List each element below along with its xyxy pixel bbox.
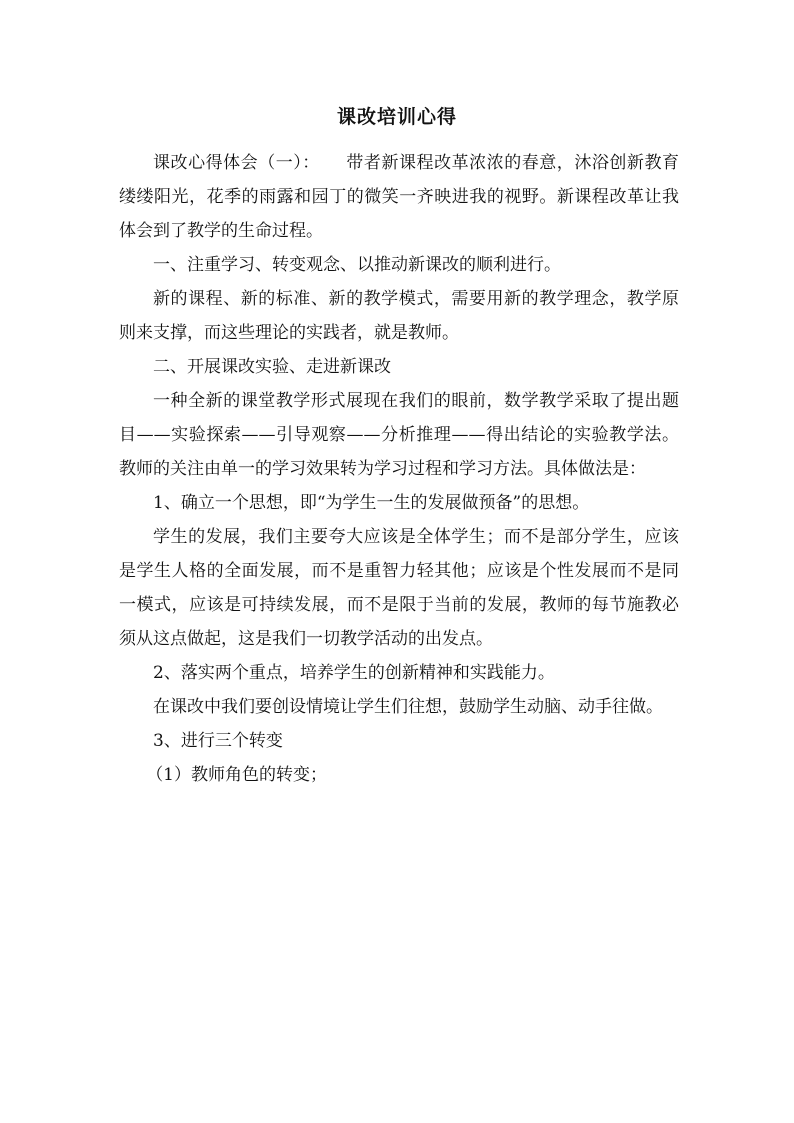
- paragraph-point-1-body: 学生的发展，我们主要夸大应该是全体学生；而不是部分学生，应该是学生人格的全面发展，而不是重智力轻其他；应该是个性发展而不是同一模式，应该是可持续发展，而不是限于当前的发展，教师的每节施教必须从这点做起，这是我们一切教学活动的出发点。: [119, 527, 679, 649]
- paragraph-intro: 课改心得体会（一）： 带者新课程改革浓浓的春意，沐浴创新教育缕缕阳光，花季的雨露和园丁的微笑一齐映进我的视野。新课程改革让我体会到了教学的生命过程。: [119, 153, 679, 241]
- paragraph-section-2-heading: 二、开展课改实验、走进新课改: [153, 357, 391, 377]
- document-body: [119, 146, 679, 792]
- document-title: 课改培训心得: [336, 106, 457, 128]
- paragraph-point-2: 2、落实两个重点，培养学生的创新精神和实践能力。: [153, 663, 555, 683]
- paragraph-point-3: 3、进行三个转变: [153, 731, 283, 751]
- paragraph-point-3-sub-1: （1）教师角色的转变；: [146, 765, 328, 785]
- paragraph-point-2-body: 在课改中我们要创设情境让学生们往想，鼓励学生动脑、动手往做。: [153, 697, 663, 717]
- paragraph-point-1: 1、确立一个思想，即“为学生一生的发展做预备”的思想。: [153, 493, 590, 513]
- paragraph-section-1-heading: 一、注重学习、转变观念、以推动新课改的顺利进行。: [153, 255, 561, 275]
- paragraph-section-2-body: 一种全新的课堂教学形式展现在我们的眼前，数学教学采取了提出题目——实验探索——引导观察——分析推理——得出结论的实验教学法。教师的关注由单一的学习效果转为学习过程和学习方法。具体做法是：: [119, 391, 679, 479]
- paragraph-section-1-body: 新的课程、新的标准、新的教学模式，需要用新的教学理念，教学原则来支撑，而这些理论的实践者，就是教师。: [119, 289, 679, 343]
